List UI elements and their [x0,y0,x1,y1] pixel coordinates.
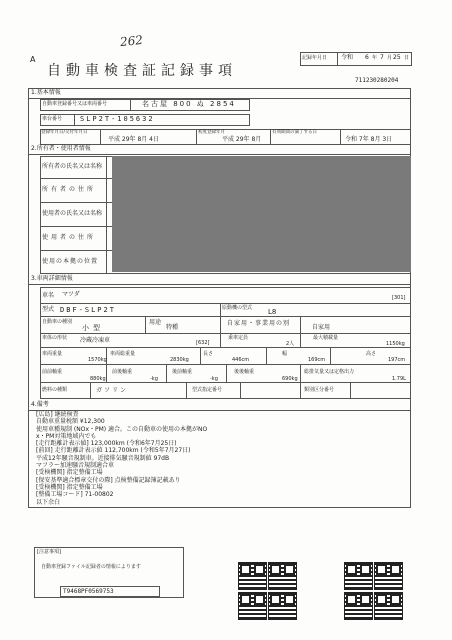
first-reg-label: 登録年月日/交付年月日 [41,130,88,135]
corner-mark: A [30,55,36,64]
rear-rear-axle-value: 690kg [282,376,298,382]
issue-date-label: 記録年月日 [302,55,328,61]
issue-year: 6 [365,54,369,61]
qr-code-5 [344,562,373,590]
page-title: 自動車検査証記録事項 [47,63,237,79]
front-front-axle-value: 880kg [90,376,106,382]
shape-value: 冷蔵冷凍車 [80,337,111,344]
maxload-value: 1150kg [386,341,405,347]
remark-line: [受検機関] 指定整備工場 [36,469,103,477]
model-value: DBF-SLP2T [60,306,116,314]
remark-line: [広島] 継続検査 [36,411,79,418]
qr-code-1 [238,562,267,590]
expiry-label: 有効期間の満了する日 [272,130,317,135]
qr-code-4 [268,592,297,620]
length-label: 長さ [203,351,214,357]
biz-value: 自家用 [312,324,331,331]
handwritten-note: 262 [119,32,144,50]
expiry-value: 令和 7年 8月 3日 [345,136,393,143]
remark-line: 平成12年騒音規制車。近接排気騒音規制値 97dB [36,454,170,462]
displacement-label: 総排気量又は定格出力 [304,369,355,375]
chassis-value: SLP2T-105632 [80,115,155,123]
front-rear-axle-value: -kg [150,376,158,382]
weight-label: 車両重量 [42,351,63,357]
qr-code-2 [268,562,297,590]
model-label: 型式 [42,306,55,313]
kind-value: 小型 [82,324,104,332]
base-location-label: 使用の本拠の位置 [42,258,99,265]
document-number: 711230280204 [355,77,399,84]
owner-address-label: 所有者の住所 [42,186,97,193]
rear-front-axle-value: -kg [210,376,218,382]
user-name-label: 使用者の氏名又は名称 [42,210,103,217]
engine-label: 原動機の型式 [222,305,253,311]
section4-title: 4.備考 [31,401,49,408]
remark-line: 以下余白 [36,498,61,506]
owner-name-label: 所有者の氏名又は名称 [42,163,103,170]
qr-code-8 [374,592,403,620]
height-value: 197cm [388,357,406,363]
length-value: 446cm [232,357,250,363]
remark-line: [走行距離計表示値] 123,000km (令和6年7月25日) [36,440,177,448]
maxload-label: 最大積載量 [313,335,339,341]
shape-code: [632] [196,340,210,346]
width-label: 幅 [282,351,288,357]
gross-value: 2830kg [170,357,189,363]
width-value: 169cm [308,357,326,363]
qr-code-6 [374,562,403,590]
capacity-label: 乗車定員 [228,335,249,341]
maker-label: 車名 [42,292,55,299]
user-address-label: 使用者の住所 [42,234,97,241]
remark-line: マフラー加速騒音規制適合車 [36,462,115,470]
use-value: 特種 [166,324,179,331]
rear-rear-axle-label: 後後軸重 [234,369,255,375]
notes-text: 自動車登録ファイル記録者の情報によります [41,564,141,570]
front-rear-axle-label: 前後軸重 [112,369,133,375]
first-reg-value: 平成 29年 8月 4日 [108,136,159,143]
notes-label: [注意事項] [37,549,61,555]
chassis-label: 車台番号 [42,116,63,122]
use-label: 用途 [149,319,162,326]
capacity-value: 2人 [286,341,295,347]
front-front-axle-label: 前前軸重 [42,369,63,375]
section2-title: 2.所有者・使用者情報 [31,145,91,152]
remark-line: 自動車重量税額 ¥12,300 [36,418,105,426]
kind-label: 自動車の種別 [42,319,73,325]
rear-front-axle-label: 後前軸重 [172,369,193,375]
issue-era: 令和 [341,54,354,61]
section3-title: 3.車両詳細情報 [31,275,73,282]
first-year-label: 初度登録年月 [198,130,225,135]
remark-line: [整備工場コード] 71-00802 [36,491,114,499]
issue-year-unit: 年 [372,55,378,61]
fuel-value: ガソリン [96,387,129,394]
weight-value: 1570kg [88,357,107,363]
first-year-value: 平成 29年 8月 [222,136,262,143]
reg-number-value: 名古屋 800 ぬ 2854 [142,100,236,108]
shape-label: 車体の形状 [42,335,68,341]
category-number-label: 類別区分番号 [304,387,335,393]
issue-month-unit: 月 [387,55,393,61]
maker-value: マツダ [62,291,80,298]
issue-month: 7 [380,54,384,61]
redaction-block [112,156,411,272]
maker-code: [301] [392,295,406,301]
type-number-label: 型式指定番号 [192,387,223,393]
issue-day-unit: 日 [404,55,410,61]
fuel-label: 燃料の種類 [42,387,68,393]
remark-line: 使用車種規制 (NOx・PM) 適合。この自動車の使用の本拠がNO [36,425,208,433]
reg-number-label: 自動車登録番号又は車両番号 [42,101,108,107]
issue-day: 25 [393,54,401,61]
qr-code-7 [344,592,373,620]
remark-line: x・PM対策地域内でも [36,432,97,440]
remark-line: [受検機関] 指定整備工場 [36,483,103,491]
gross-label: 車両総重量 [110,351,136,357]
engine-value: L8 [268,308,277,316]
remarks-block [36,411,296,506]
remark-line: [保安基準適合標章交付の際] 点検整備記録簿記載あり [36,476,181,484]
document-code: T9468PF0569753 [63,588,114,595]
height-label: 高さ [366,351,377,357]
remark-line: [前回] 走行距離計表示値 112,700km (令和5年7月27日) [36,447,191,455]
displacement-value: 1.79L [392,376,406,382]
biz-label: 自家用・事業用の別 [227,320,291,327]
qr-code-3 [238,592,267,620]
section1-title: 1.基本情報 [31,89,61,96]
